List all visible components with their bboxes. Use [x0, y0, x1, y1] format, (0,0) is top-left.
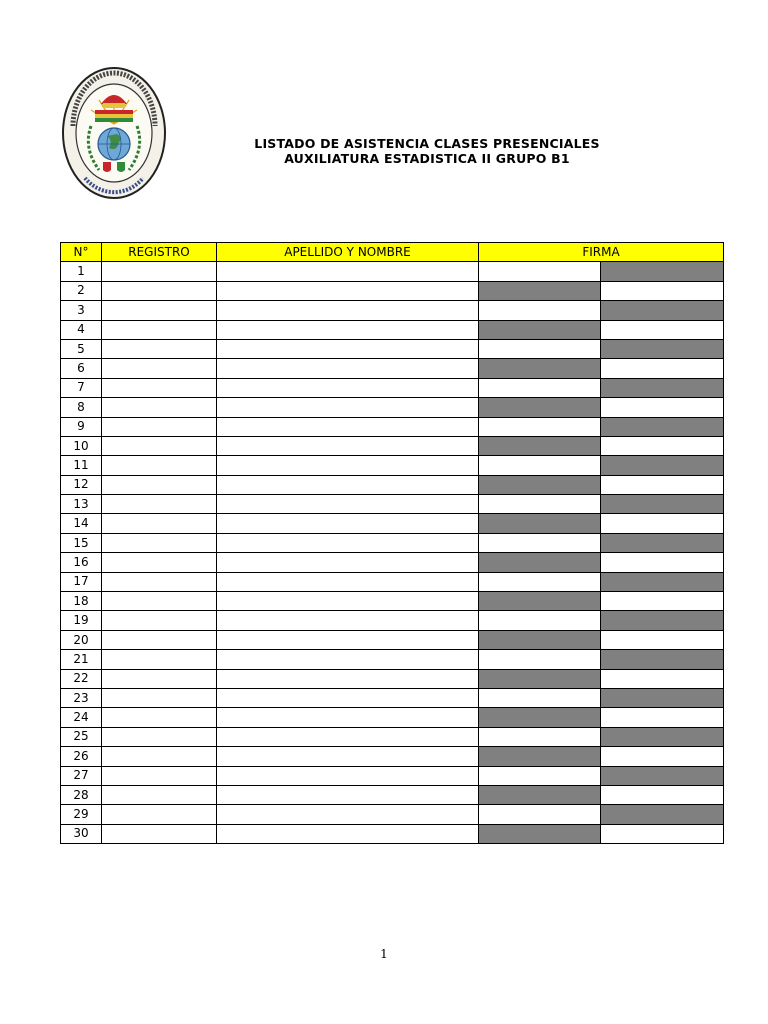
- table-row: [61, 417, 724, 436]
- row-number: 19: [61, 611, 102, 630]
- row-number: 18: [61, 592, 102, 611]
- firma-cell-right[interactable]: [601, 436, 724, 455]
- apellido-nombre-cell[interactable]: [217, 727, 479, 746]
- registro-cell[interactable]: [102, 262, 217, 281]
- table-row: [61, 514, 724, 533]
- table-row: [61, 281, 724, 300]
- firma-cell-left[interactable]: [479, 398, 601, 417]
- apellido-nombre-cell[interactable]: [217, 630, 479, 649]
- table-row: [61, 630, 724, 649]
- firma-cell-right[interactable]: [601, 747, 724, 766]
- firma-cell-right[interactable]: [601, 592, 724, 611]
- table-row: [61, 572, 724, 591]
- registro-cell[interactable]: [102, 417, 217, 436]
- registro-cell[interactable]: [102, 630, 217, 649]
- row-number: 3: [61, 301, 102, 320]
- table-row: [61, 708, 724, 727]
- apellido-nombre-cell[interactable]: [217, 301, 479, 320]
- apellido-nombre-cell[interactable]: [217, 611, 479, 630]
- column-header-registro: REGISTRO: [102, 243, 217, 262]
- registro-cell[interactable]: [102, 359, 217, 378]
- table-row: [61, 475, 724, 494]
- firma-cell-right[interactable]: [601, 514, 724, 533]
- apellido-nombre-cell[interactable]: [217, 262, 479, 281]
- firma-cell-right[interactable]: [601, 650, 724, 669]
- apellido-nombre-cell[interactable]: [217, 339, 479, 358]
- registro-cell[interactable]: [102, 533, 217, 552]
- firma-cell-left[interactable]: [479, 417, 601, 436]
- firma-cell-left[interactable]: [479, 630, 601, 649]
- apellido-nombre-cell[interactable]: [217, 533, 479, 552]
- apellido-nombre-cell[interactable]: [217, 592, 479, 611]
- firma-cell-left[interactable]: [479, 592, 601, 611]
- firma-cell-left[interactable]: [479, 339, 601, 358]
- table-row: [61, 398, 724, 417]
- registro-cell[interactable]: [102, 281, 217, 300]
- firma-cell-right[interactable]: [601, 301, 724, 320]
- apellido-nombre-cell[interactable]: [217, 456, 479, 475]
- row-number: 11: [61, 456, 102, 475]
- table-row: [61, 456, 724, 475]
- registro-cell[interactable]: [102, 495, 217, 514]
- firma-cell-left[interactable]: [479, 436, 601, 455]
- table-row: [61, 553, 724, 572]
- apellido-nombre-cell[interactable]: [217, 824, 479, 843]
- row-number: 20: [61, 630, 102, 649]
- registro-cell[interactable]: [102, 456, 217, 475]
- attendance-table: [60, 242, 724, 844]
- apellido-nombre-cell[interactable]: [217, 805, 479, 824]
- firma-cell-right[interactable]: [601, 339, 724, 358]
- row-number: 29: [61, 805, 102, 824]
- firma-cell-left[interactable]: [479, 727, 601, 746]
- firma-cell-right[interactable]: [601, 495, 724, 514]
- table-row: [61, 611, 724, 630]
- firma-cell-left[interactable]: [479, 320, 601, 339]
- firma-cell-left[interactable]: [479, 708, 601, 727]
- row-number: 16: [61, 553, 102, 572]
- table-row: [61, 359, 724, 378]
- row-number: 25: [61, 727, 102, 746]
- registro-cell[interactable]: [102, 747, 217, 766]
- firma-cell-right[interactable]: [601, 262, 724, 281]
- table-body: [61, 262, 724, 844]
- firma-cell-right[interactable]: [601, 359, 724, 378]
- firma-cell-right[interactable]: [601, 688, 724, 707]
- row-number: 26: [61, 747, 102, 766]
- row-number: 5: [61, 339, 102, 358]
- firma-cell-right[interactable]: [601, 708, 724, 727]
- firma-cell-right[interactable]: [601, 727, 724, 746]
- registro-cell[interactable]: [102, 398, 217, 417]
- column-header-firma: FIRMA: [479, 243, 724, 262]
- apellido-nombre-cell[interactable]: [217, 747, 479, 766]
- firma-cell-left[interactable]: [479, 669, 601, 688]
- table-row: [61, 805, 724, 824]
- firma-cell-right[interactable]: [601, 320, 724, 339]
- row-number: 10: [61, 436, 102, 455]
- registro-cell[interactable]: [102, 320, 217, 339]
- row-number: 24: [61, 708, 102, 727]
- firma-cell-left[interactable]: [479, 262, 601, 281]
- apellido-nombre-cell[interactable]: [217, 766, 479, 785]
- firma-cell-left[interactable]: [479, 301, 601, 320]
- table-row: [61, 533, 724, 552]
- apellido-nombre-cell[interactable]: [217, 785, 479, 804]
- firma-cell-left[interactable]: [479, 359, 601, 378]
- university-seal-logo: [61, 66, 167, 200]
- firma-cell-right[interactable]: [601, 824, 724, 843]
- title-line-1: LISTADO DE ASISTENCIA CLASES PRESENCIALES: [254, 136, 600, 151]
- row-number: 4: [61, 320, 102, 339]
- row-number: 23: [61, 688, 102, 707]
- apellido-nombre-cell[interactable]: [217, 650, 479, 669]
- row-number: 17: [61, 572, 102, 591]
- page-number: 1: [380, 947, 388, 961]
- table-row: [61, 785, 724, 804]
- row-number: 30: [61, 824, 102, 843]
- table-row: [61, 747, 724, 766]
- firma-cell-left[interactable]: [479, 475, 601, 494]
- firma-cell-left[interactable]: [479, 533, 601, 552]
- registro-cell[interactable]: [102, 650, 217, 669]
- column-header-number: N°: [61, 243, 102, 262]
- registro-cell[interactable]: [102, 727, 217, 746]
- firma-cell-right[interactable]: [601, 456, 724, 475]
- firma-cell-right[interactable]: [601, 398, 724, 417]
- row-number: 21: [61, 650, 102, 669]
- firma-cell-right[interactable]: [601, 611, 724, 630]
- apellido-nombre-cell[interactable]: [217, 708, 479, 727]
- row-number: 13: [61, 495, 102, 514]
- table-row: [61, 766, 724, 785]
- row-number: 15: [61, 533, 102, 552]
- registro-cell[interactable]: [102, 824, 217, 843]
- table-row: [61, 339, 724, 358]
- apellido-nombre-cell[interactable]: [217, 378, 479, 397]
- firma-cell-right[interactable]: [601, 533, 724, 552]
- firma-cell-left[interactable]: [479, 611, 601, 630]
- table-row: [61, 436, 724, 455]
- registro-cell[interactable]: [102, 785, 217, 804]
- registro-cell[interactable]: [102, 301, 217, 320]
- row-number: 2: [61, 281, 102, 300]
- apellido-nombre-cell[interactable]: [217, 417, 479, 436]
- firma-cell-left[interactable]: [479, 553, 601, 572]
- apellido-nombre-cell[interactable]: [217, 359, 479, 378]
- row-number: 1: [61, 262, 102, 281]
- apellido-nombre-cell[interactable]: [217, 281, 479, 300]
- registro-cell[interactable]: [102, 805, 217, 824]
- firma-cell-left[interactable]: [479, 785, 601, 804]
- firma-cell-left[interactable]: [479, 747, 601, 766]
- firma-cell-right[interactable]: [601, 766, 724, 785]
- table-row: [61, 592, 724, 611]
- row-number: 9: [61, 417, 102, 436]
- firma-cell-left[interactable]: [479, 378, 601, 397]
- registro-cell[interactable]: [102, 339, 217, 358]
- apellido-nombre-cell[interactable]: [217, 688, 479, 707]
- registro-cell[interactable]: [102, 611, 217, 630]
- table-row: [61, 650, 724, 669]
- table-row: [61, 824, 724, 843]
- row-number: 27: [61, 766, 102, 785]
- row-number: 12: [61, 475, 102, 494]
- table-row: [61, 378, 724, 397]
- university-seal-icon: [61, 66, 167, 200]
- column-header-apellido-nombre: APELLIDO Y NOMBRE: [217, 243, 479, 262]
- apellido-nombre-cell[interactable]: [217, 475, 479, 494]
- firma-cell-left[interactable]: [479, 824, 601, 843]
- registro-cell[interactable]: [102, 572, 217, 591]
- firma-cell-right[interactable]: [601, 669, 724, 688]
- table-header-row: [61, 243, 724, 262]
- table-row: [61, 495, 724, 514]
- registro-cell[interactable]: [102, 378, 217, 397]
- registro-cell[interactable]: [102, 475, 217, 494]
- firma-cell-left[interactable]: [479, 766, 601, 785]
- firma-cell-left[interactable]: [479, 572, 601, 591]
- row-number: 28: [61, 785, 102, 804]
- registro-cell[interactable]: [102, 514, 217, 533]
- registro-cell[interactable]: [102, 669, 217, 688]
- apellido-nombre-cell[interactable]: [217, 320, 479, 339]
- table-row: [61, 262, 724, 281]
- document-title: [220, 136, 634, 166]
- registro-cell[interactable]: [102, 708, 217, 727]
- firma-cell-right[interactable]: [601, 281, 724, 300]
- table-row: [61, 320, 724, 339]
- registro-cell[interactable]: [102, 592, 217, 611]
- firma-cell-right[interactable]: [601, 417, 724, 436]
- table-row: [61, 301, 724, 320]
- row-number: 7: [61, 378, 102, 397]
- firma-cell-left[interactable]: [479, 805, 601, 824]
- registro-cell[interactable]: [102, 688, 217, 707]
- firma-cell-right[interactable]: [601, 553, 724, 572]
- firma-cell-left[interactable]: [479, 456, 601, 475]
- firma-cell-left[interactable]: [479, 281, 601, 300]
- firma-cell-right[interactable]: [601, 630, 724, 649]
- table-row: [61, 669, 724, 688]
- row-number: 6: [61, 359, 102, 378]
- registro-cell[interactable]: [102, 553, 217, 572]
- firma-cell-right[interactable]: [601, 785, 724, 804]
- row-number: 8: [61, 398, 102, 417]
- firma-cell-right[interactable]: [601, 475, 724, 494]
- apellido-nombre-cell[interactable]: [217, 436, 479, 455]
- row-number: 22: [61, 669, 102, 688]
- apellido-nombre-cell[interactable]: [217, 669, 479, 688]
- apellido-nombre-cell[interactable]: [217, 398, 479, 417]
- apellido-nombre-cell[interactable]: [217, 572, 479, 591]
- row-number: 14: [61, 514, 102, 533]
- title-line-2: AUXILIATURA ESTADISTICA II GRUPO B1: [284, 151, 570, 166]
- apellido-nombre-cell[interactable]: [217, 495, 479, 514]
- firma-cell-left[interactable]: [479, 495, 601, 514]
- table-row: [61, 688, 724, 707]
- firma-cell-left[interactable]: [479, 514, 601, 533]
- registro-cell[interactable]: [102, 766, 217, 785]
- apellido-nombre-cell[interactable]: [217, 553, 479, 572]
- firma-cell-right[interactable]: [601, 378, 724, 397]
- firma-cell-right[interactable]: [601, 572, 724, 591]
- firma-cell-left[interactable]: [479, 688, 601, 707]
- table-row: [61, 727, 724, 746]
- registro-cell[interactable]: [102, 436, 217, 455]
- firma-cell-left[interactable]: [479, 650, 601, 669]
- apellido-nombre-cell[interactable]: [217, 514, 479, 533]
- firma-cell-right[interactable]: [601, 805, 724, 824]
